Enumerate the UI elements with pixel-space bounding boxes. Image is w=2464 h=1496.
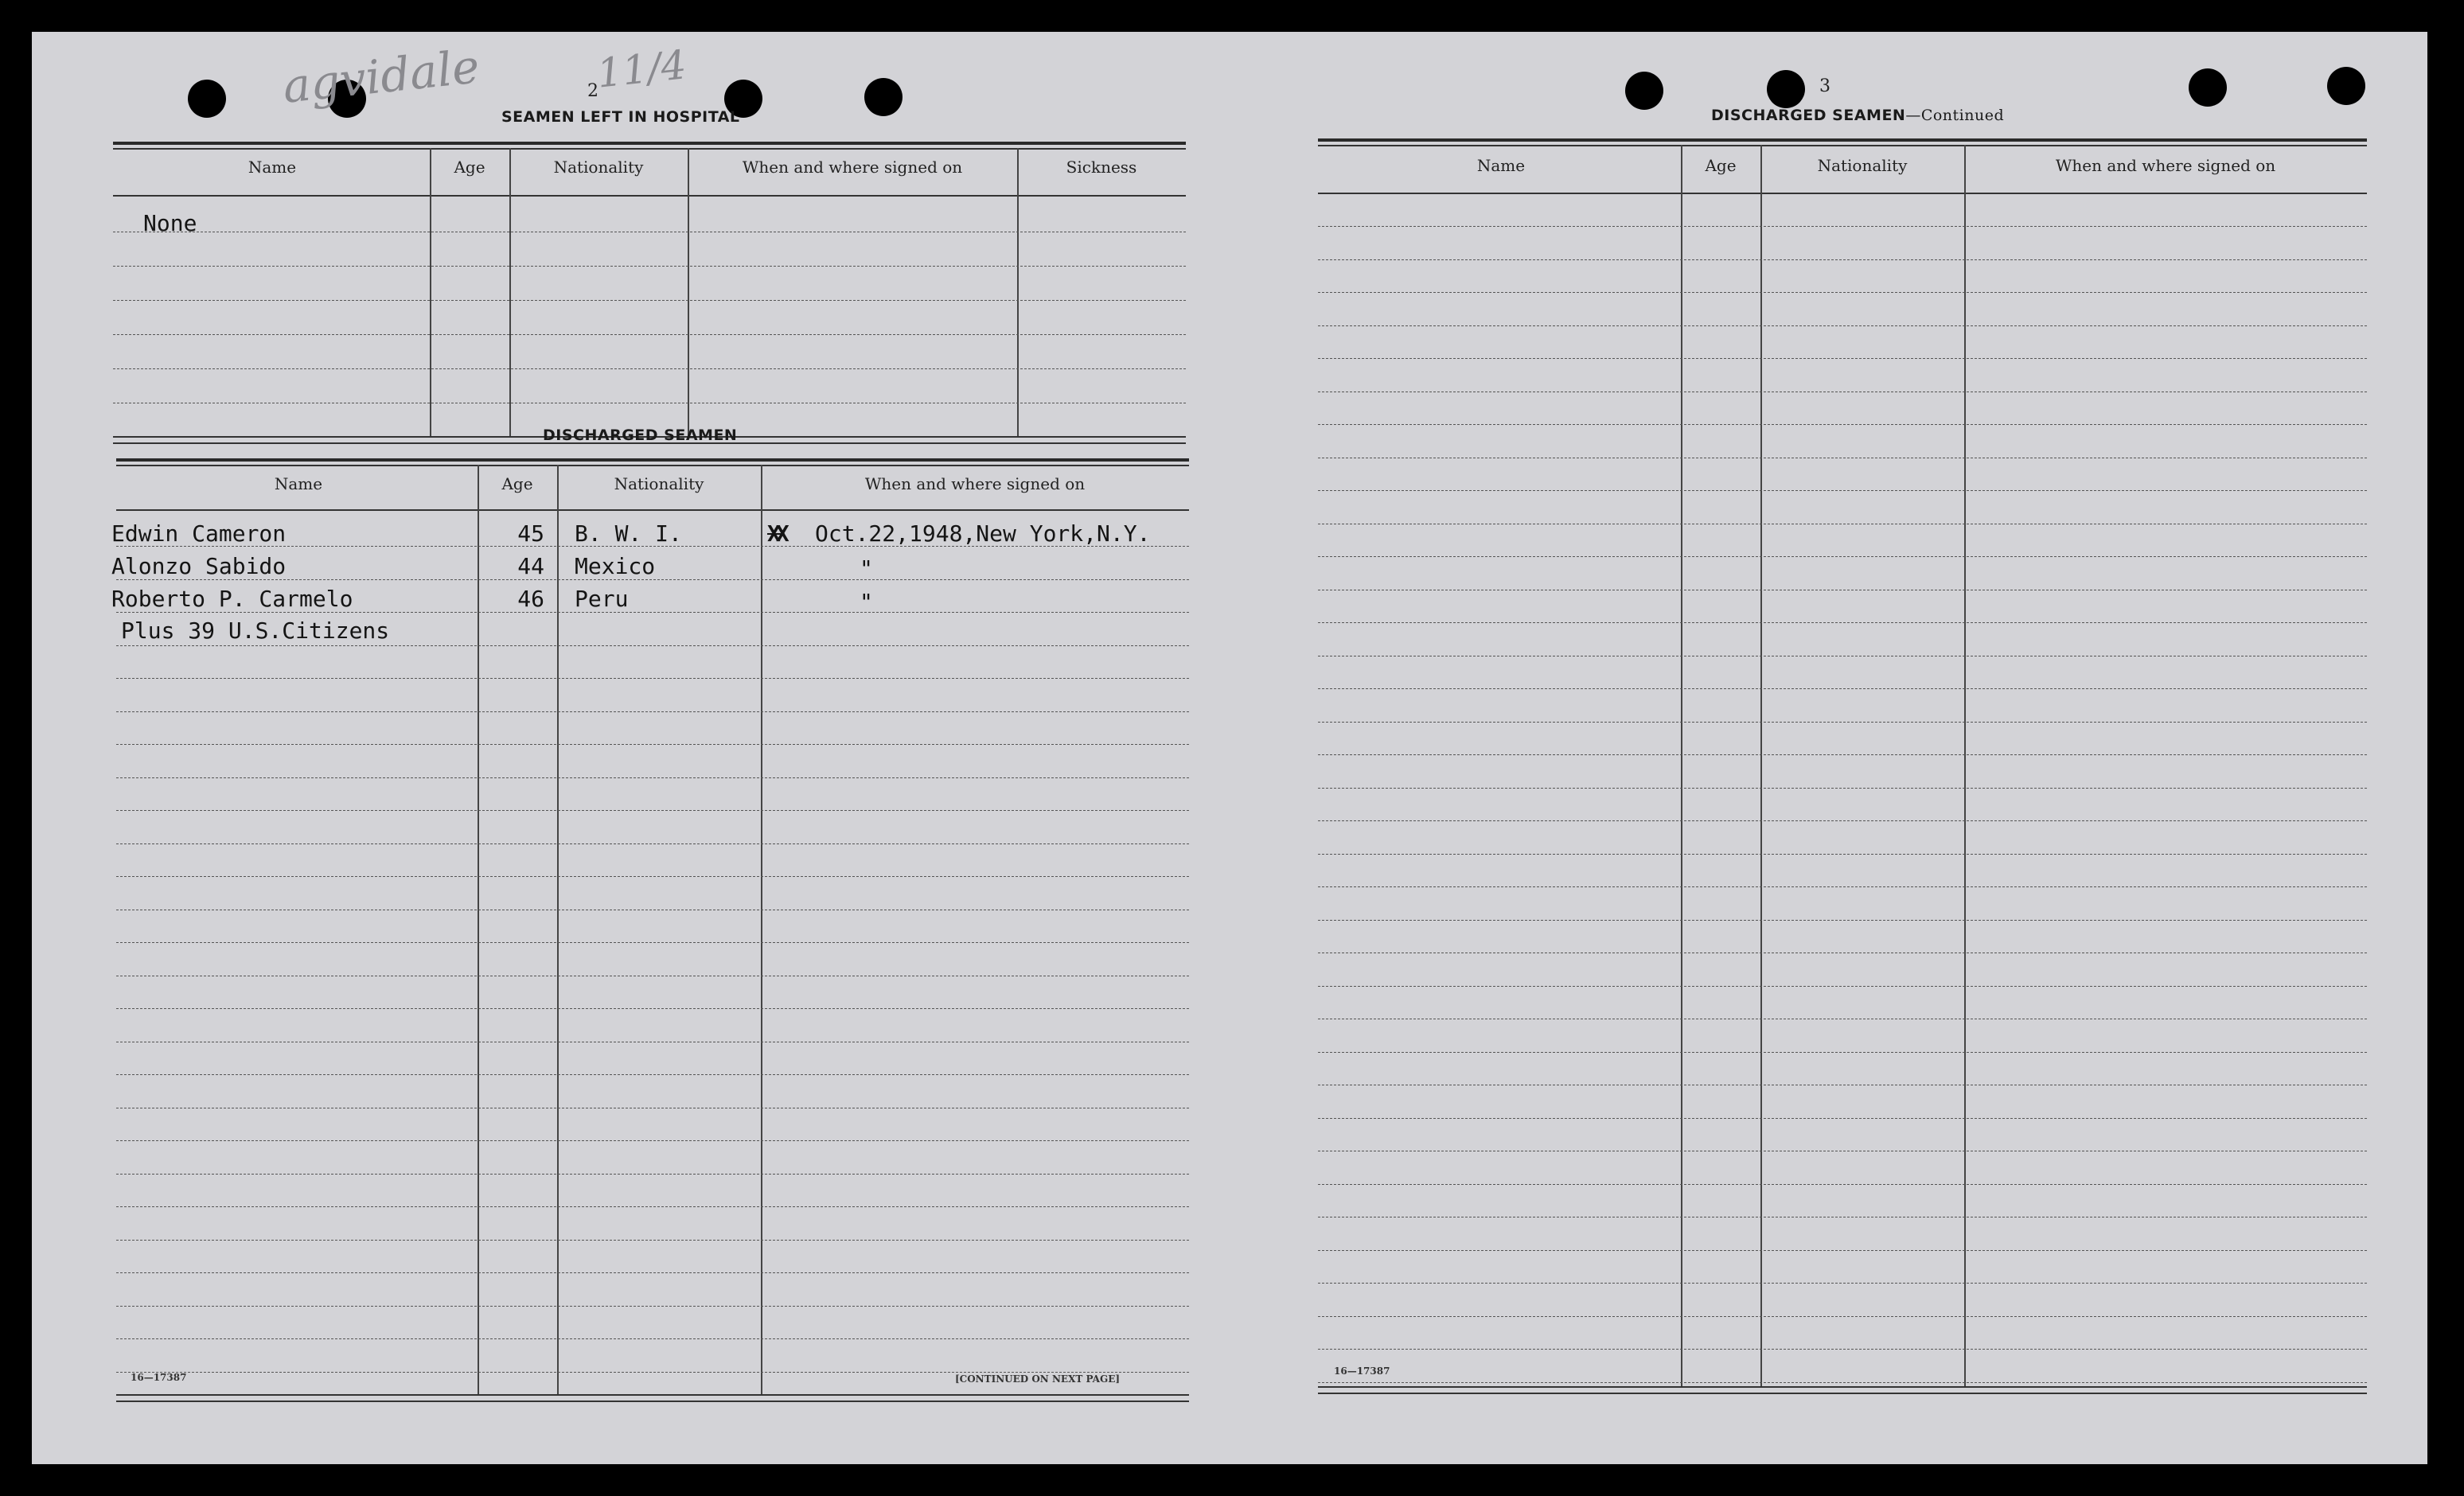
ruled-line: [116, 612, 1189, 613]
header-signed-on: When and where signed on: [2055, 156, 2276, 175]
seaman-age: 46: [517, 586, 544, 612]
ruled-line: [1318, 854, 2367, 855]
right-page: [1273, 32, 2427, 1464]
ruled-line: [1318, 1184, 2367, 1185]
ruled-line: [1318, 788, 2367, 789]
ruled-line: [116, 744, 1189, 745]
seaman-nationality: B. W. I.: [575, 520, 682, 547]
ruled-line: [1318, 1052, 2367, 1053]
ruled-line: [1318, 1316, 2367, 1317]
ruled-line: [116, 645, 1189, 646]
discharged-header-signed-on: When and where signed on: [864, 474, 1086, 493]
hospital-header-name: Name: [248, 158, 297, 177]
ruled-line: [1318, 292, 2367, 293]
form-number: 16—17387: [1334, 1365, 1390, 1377]
ruled-line: [116, 843, 1189, 844]
ruled-line: [116, 777, 1189, 778]
citizens-note: Plus 39 U.S.Citizens: [121, 617, 390, 644]
continued-section-title: [1711, 107, 2004, 124]
punch-hole: [2327, 67, 2365, 105]
seaman-age: 44: [517, 553, 544, 579]
header-name: Name: [1476, 156, 1526, 175]
ruled-line: [116, 1206, 1189, 1207]
hospital-header-age: Age: [454, 158, 485, 177]
discharged-header-nationality: Nationality: [614, 474, 704, 493]
ruled-line: [1318, 754, 2367, 755]
hospital-header-nationality: Nationality: [553, 158, 644, 177]
continued-note: [CONTINUED ON NEXT PAGE]: [955, 1373, 1121, 1385]
header-age: Age: [1705, 156, 1737, 175]
seaman-name: Edwin Cameron: [111, 520, 287, 547]
ruled-line: [1318, 920, 2367, 921]
punch-hole: [1625, 72, 1663, 110]
ruled-line: [1318, 1250, 2367, 1251]
seaman-age: 45: [517, 520, 544, 547]
ruled-line: [1318, 1382, 2367, 1383]
ruled-line: [1318, 226, 2367, 227]
ruled-line: [116, 1306, 1189, 1307]
ruled-line: [116, 942, 1189, 943]
ruled-line: [1318, 820, 2367, 821]
ruled-line: [1318, 490, 2367, 491]
ruled-line: [116, 1272, 1189, 1273]
ruled-line: [116, 1008, 1189, 1009]
title-text: DISCHARGED SEAMEN: [1711, 107, 1906, 124]
ruled-line: [1318, 722, 2367, 723]
punch-hole: [188, 80, 226, 118]
page-number: 2: [587, 81, 598, 101]
hospital-header-sickness: Sickness: [1066, 158, 1137, 177]
ruled-line: [116, 810, 1189, 811]
hospital-section-title: SEAMEN LEFT IN HOSPITAL: [501, 108, 740, 126]
seaman-signed-on: ": [860, 555, 873, 582]
left-page: [32, 32, 1242, 1464]
ruled-line: [116, 1240, 1189, 1241]
ruled-line: [116, 1140, 1189, 1141]
ruled-line: [116, 1372, 1189, 1373]
ruled-line: [1318, 1118, 2367, 1119]
ruled-line: [1318, 424, 2367, 425]
ruled-line: [1318, 1283, 2367, 1284]
ruled-line: [1318, 259, 2367, 260]
seaman-signed-on: Oct.22,1948,New York,N.Y.: [815, 520, 1151, 547]
ruled-line: [1318, 325, 2367, 326]
ruled-line: [1318, 556, 2367, 557]
punch-hole: [2189, 68, 2227, 107]
ruled-line: [1318, 1349, 2367, 1350]
ruled-line: [1318, 358, 2367, 359]
ruled-line: [116, 1338, 1189, 1339]
discharged-section-title: DISCHARGED SEAMEN: [543, 427, 738, 444]
handwritten-mark: 11/4: [595, 41, 689, 97]
punch-hole: [1767, 70, 1805, 108]
seaman-name: Roberto P. Carmelo: [111, 586, 353, 612]
form-number: 16—17387: [131, 1372, 187, 1383]
title-suffix: —Continued: [1905, 107, 2005, 124]
document-sheet: [32, 32, 2427, 1464]
handwritten-name: agvidale: [280, 39, 482, 114]
ruled-line: [1318, 688, 2367, 689]
ruled-line: [116, 678, 1189, 679]
page-number: 3: [1819, 76, 1830, 96]
ruled-line: [1318, 886, 2367, 887]
seaman-name: Alonzo Sabido: [111, 553, 287, 579]
ruled-line: [1318, 986, 2367, 987]
header-nationality: Nationality: [1817, 156, 1908, 175]
discharged-header-name: Name: [274, 474, 323, 493]
ruled-line: [116, 711, 1189, 712]
seaman-nationality: Mexico: [575, 553, 656, 579]
seaman-signed-on: ": [860, 589, 873, 615]
discharged-header-age: Age: [501, 474, 533, 493]
ruled-line: [116, 876, 1189, 877]
ruled-line: [1318, 622, 2367, 623]
seaman-nationality: Peru: [575, 586, 629, 612]
hospital-entry: None: [143, 210, 197, 236]
ruled-line: [116, 1074, 1189, 1075]
hospital-header-signed-on: When and where signed on: [742, 158, 963, 177]
ruled-line: [116, 1174, 1189, 1175]
struck-mark: XX: [767, 520, 785, 547]
punch-hole: [864, 78, 903, 116]
